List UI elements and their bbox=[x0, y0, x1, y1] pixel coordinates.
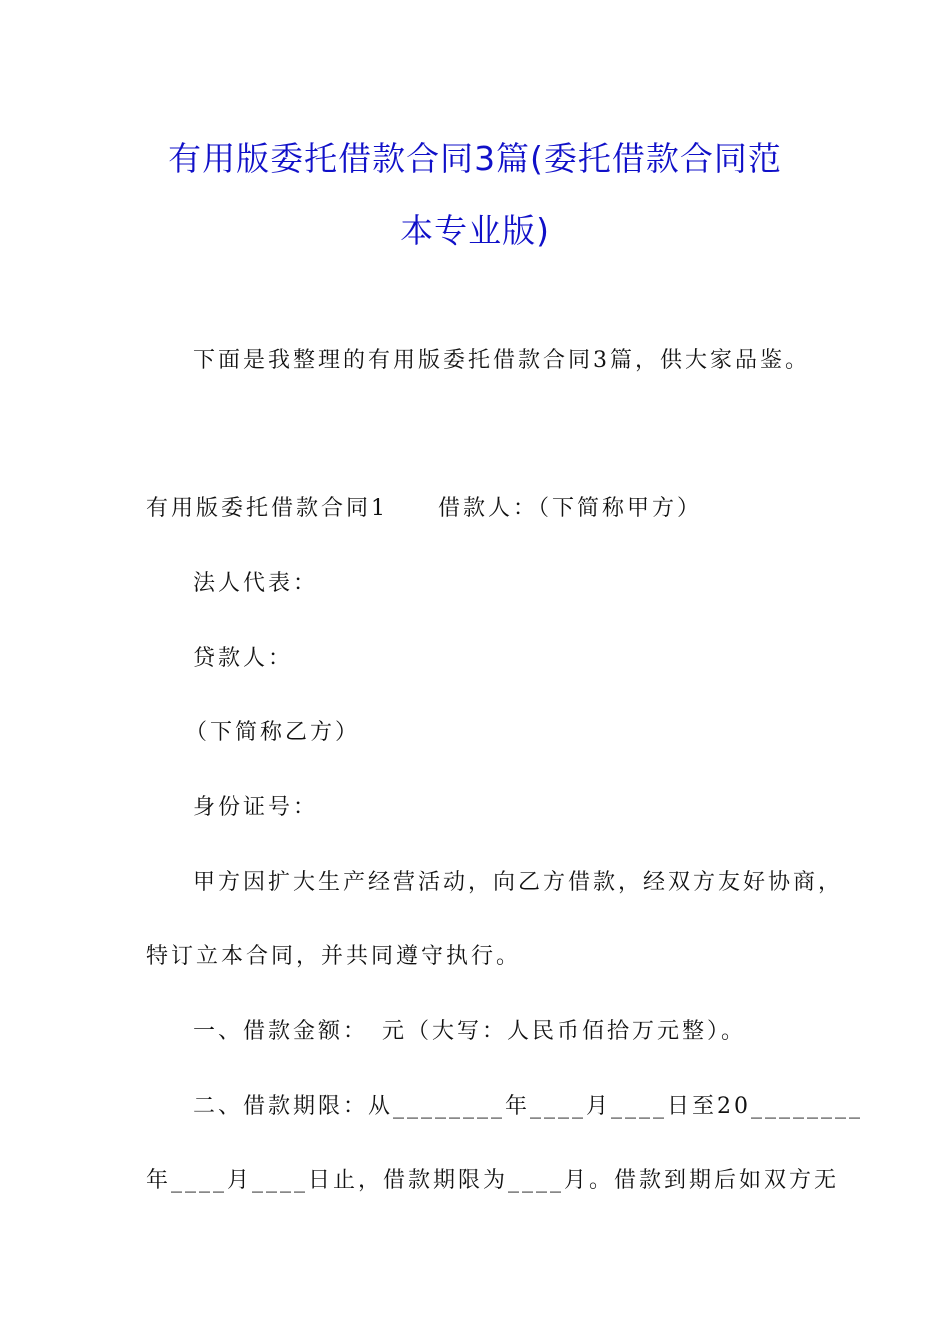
purpose-paragraph-line-1: 甲方因扩大生产经营活动，向乙方借款，经双方友好协商， bbox=[193, 870, 844, 895]
legal-representative-field: 法人代表： bbox=[193, 571, 319, 596]
contract-heading: 有用版委托借款合同1 借款人：（下简称甲方） bbox=[146, 496, 702, 521]
clause-loan-amount: 一、借款金额： 元（大写：人民币佰拾万元整）。 bbox=[193, 1019, 747, 1044]
document-title-line-1: 有用版委托借款合同3篇(委托借款合同范 bbox=[168, 139, 782, 178]
lender-alias: （下简称乙方） bbox=[185, 720, 361, 745]
intro-paragraph: 下面是我整理的有用版委托借款合同3篇，供大家品鉴。 bbox=[193, 348, 810, 373]
clause-loan-term-line-1: 二、借款期限：从________年____月____日至20________ bbox=[193, 1094, 863, 1119]
purpose-paragraph-line-2: 特订立本合同，并共同遵守执行。 bbox=[146, 944, 522, 969]
clause-loan-term-line-2: 年____月____日止，借款期限为____月。借款到期后如双方无 bbox=[146, 1168, 840, 1193]
lender-field: 贷款人： bbox=[193, 646, 294, 671]
id-number-field: 身份证号： bbox=[193, 795, 319, 820]
document-title-line-2: 本专业版) bbox=[400, 211, 550, 250]
